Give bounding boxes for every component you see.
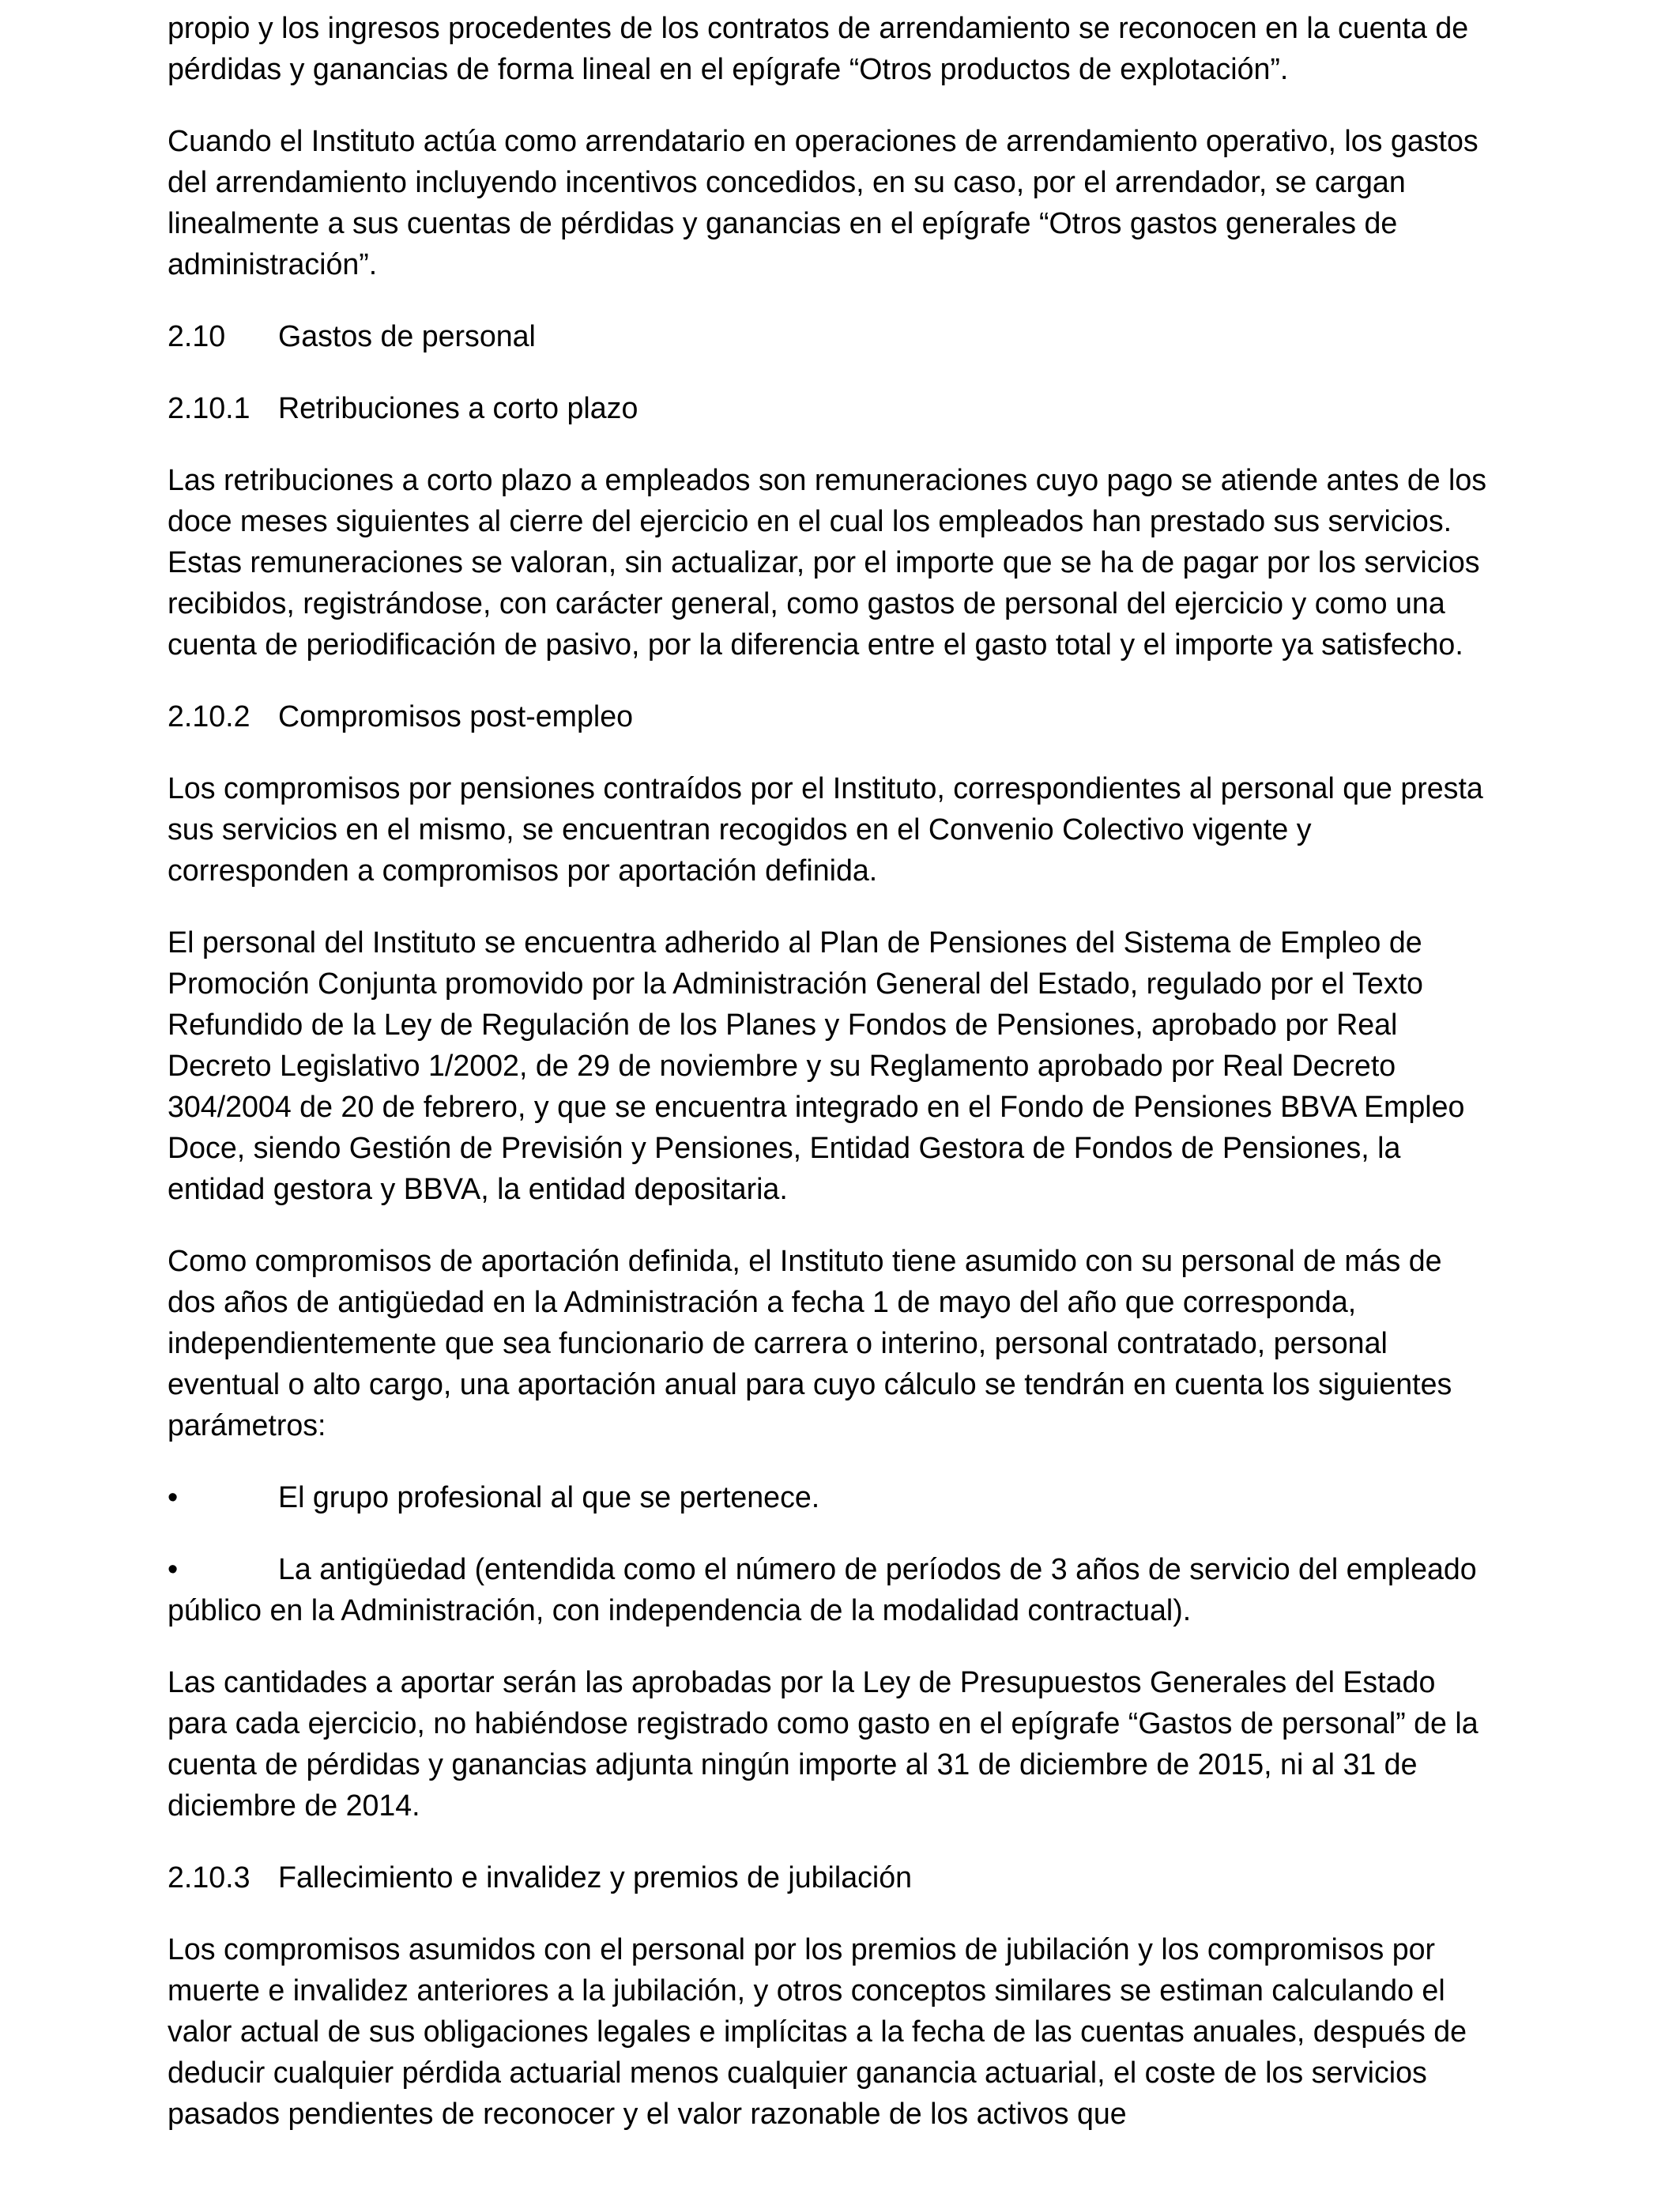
- paragraph-contribution-amounts: Las cantidades a aportar serán las aprobadas por la Ley de Presupuestos Generales del Estado para cada ejercicio, no habiéndose registrado como gasto en el epígrafe “Gastos de personal” de la cuenta de pérdidas y ganancias adjunta ningún importe al 31 de diciembre de 2015, ni al 31 de diciembre de 2014.: [168, 1665, 1478, 1822]
- bullet-icon: •: [168, 1552, 179, 1585]
- paragraph-lessee-expenses: Cuando el Instituto actúa como arrendatario en operaciones de arrendamiento operativo, los gastos del arrendamiento incluyendo incentivos concedidos, en su caso, por el arrendador, se cargan linealmente a sus cuentas de pérdidas y ganancias en el epígrafe “Otros gastos generales de administración”.: [168, 124, 1478, 281]
- list-item: [168, 1476, 1495, 1517]
- section-title: Fallecimiento e invalidez y premios de jubilación: [278, 1860, 913, 1894]
- section-number: 2.10.3: [168, 1860, 250, 1894]
- section-number: 2.10: [168, 319, 226, 352]
- section-title: Retribuciones a corto plazo: [278, 391, 638, 424]
- section-title: Compromisos post-empleo: [278, 699, 634, 733]
- section-heading-2-10-1: [168, 387, 1495, 428]
- list-item-text: El grupo profesional al que se pertenece.: [278, 1480, 820, 1514]
- paragraph-pension-commitments: Los compromisos por pensiones contraídos por el Instituto, correspondientes al personal que presta sus servicios en el mismo, se encuentran recogidos en el Convenio Colectivo vigente y corresponden a compromisos por aportación definida.: [168, 771, 1483, 887]
- paragraph-retirement-awards: Los compromisos asumidos con el personal por los premios de jubilación y los compromisos por muerte e invalidez anteriores a la jubilación, y otros conceptos similares se estiman calculando el valor actual de sus obligaciones legales e implícitas a la fecha de las cuentas anuales, después de deducir cualquier pérdida actuarial menos cualquier ganancia actuarial, el coste de los servicios pasados pendientes de reconocer y el valor razonable de los activos que: [168, 1932, 1467, 2130]
- paragraph-leasing-income: propio y los ingresos procedentes de los contratos de arrendamiento se reconocen en la cuenta de pérdidas y ganancias de forma lineal en el epígrafe “Otros productos de explotación”.: [168, 11, 1469, 85]
- list-item-text: La antigüedad (entendida como el número de períodos de 3 años de servicio del empleado público en la Administración, con independencia de la modalidad contractual).: [168, 1552, 1477, 1627]
- section-number: 2.10.2: [168, 699, 250, 733]
- bullet-icon: •: [168, 1480, 179, 1514]
- section-title: Gastos de personal: [278, 319, 536, 352]
- paragraph-short-term-remuneration: Las retribuciones a corto plazo a empleados son remuneraciones cuyo pago se atiende antes de los doce meses siguientes al cierre del ejercicio en el cual los empleados han prestado sus servicios. Estas remuneraciones se valoran, sin actualizar, por el importe que se ha de pagar por los servicios recibidos, registrándose, con carácter general, como gastos de personal del ejercicio y como una cuenta de periodificación de pasivo, por la diferencia entre el gasto total y el importe ya satisfecho.: [168, 463, 1487, 661]
- document-page: [168, 0, 1495, 2165]
- paragraph-defined-contribution: Como compromisos de aportación definida, el Instituto tiene asumido con su personal de más de dos años de antigüedad en la Administración a fecha 1 de mayo del año que corresponda, independientemente que sea funcionario de carrera o interino, personal contratado, personal eventual o alto cargo, una aportación anual para cuyo cálculo se tendrán en cuenta los siguientes parámetros:: [168, 1244, 1452, 1442]
- section-number: 2.10.1: [168, 391, 250, 424]
- section-heading-2-10: [168, 315, 1495, 356]
- list-item: [168, 1548, 1495, 1630]
- paragraph-pension-plan: El personal del Instituto se encuentra adherido al Plan de Pensiones del Sistema de Empleo de Promoción Conjunta promovido por la Administración General del Estado, regulado por el Texto Refundido de la Ley de Regulación de los Planes y Fondos de Pensiones, aprobado por Real Decreto Legislativo 1/2002, de 29 de noviembre y su Reglamento aprobado por Real Decreto 304/2004 de 20 de febrero, y que se encuentra integrado en el Fondo de Pensiones BBVA Empleo Doce, siendo Gestión de Previsión y Pensiones, Entidad Gestora de Fondos de Pensiones, la entidad gestora y BBVA, la entidad depositaria.: [168, 925, 1465, 1205]
- section-heading-2-10-2: [168, 696, 1495, 737]
- section-heading-2-10-3: [168, 1857, 1495, 1898]
